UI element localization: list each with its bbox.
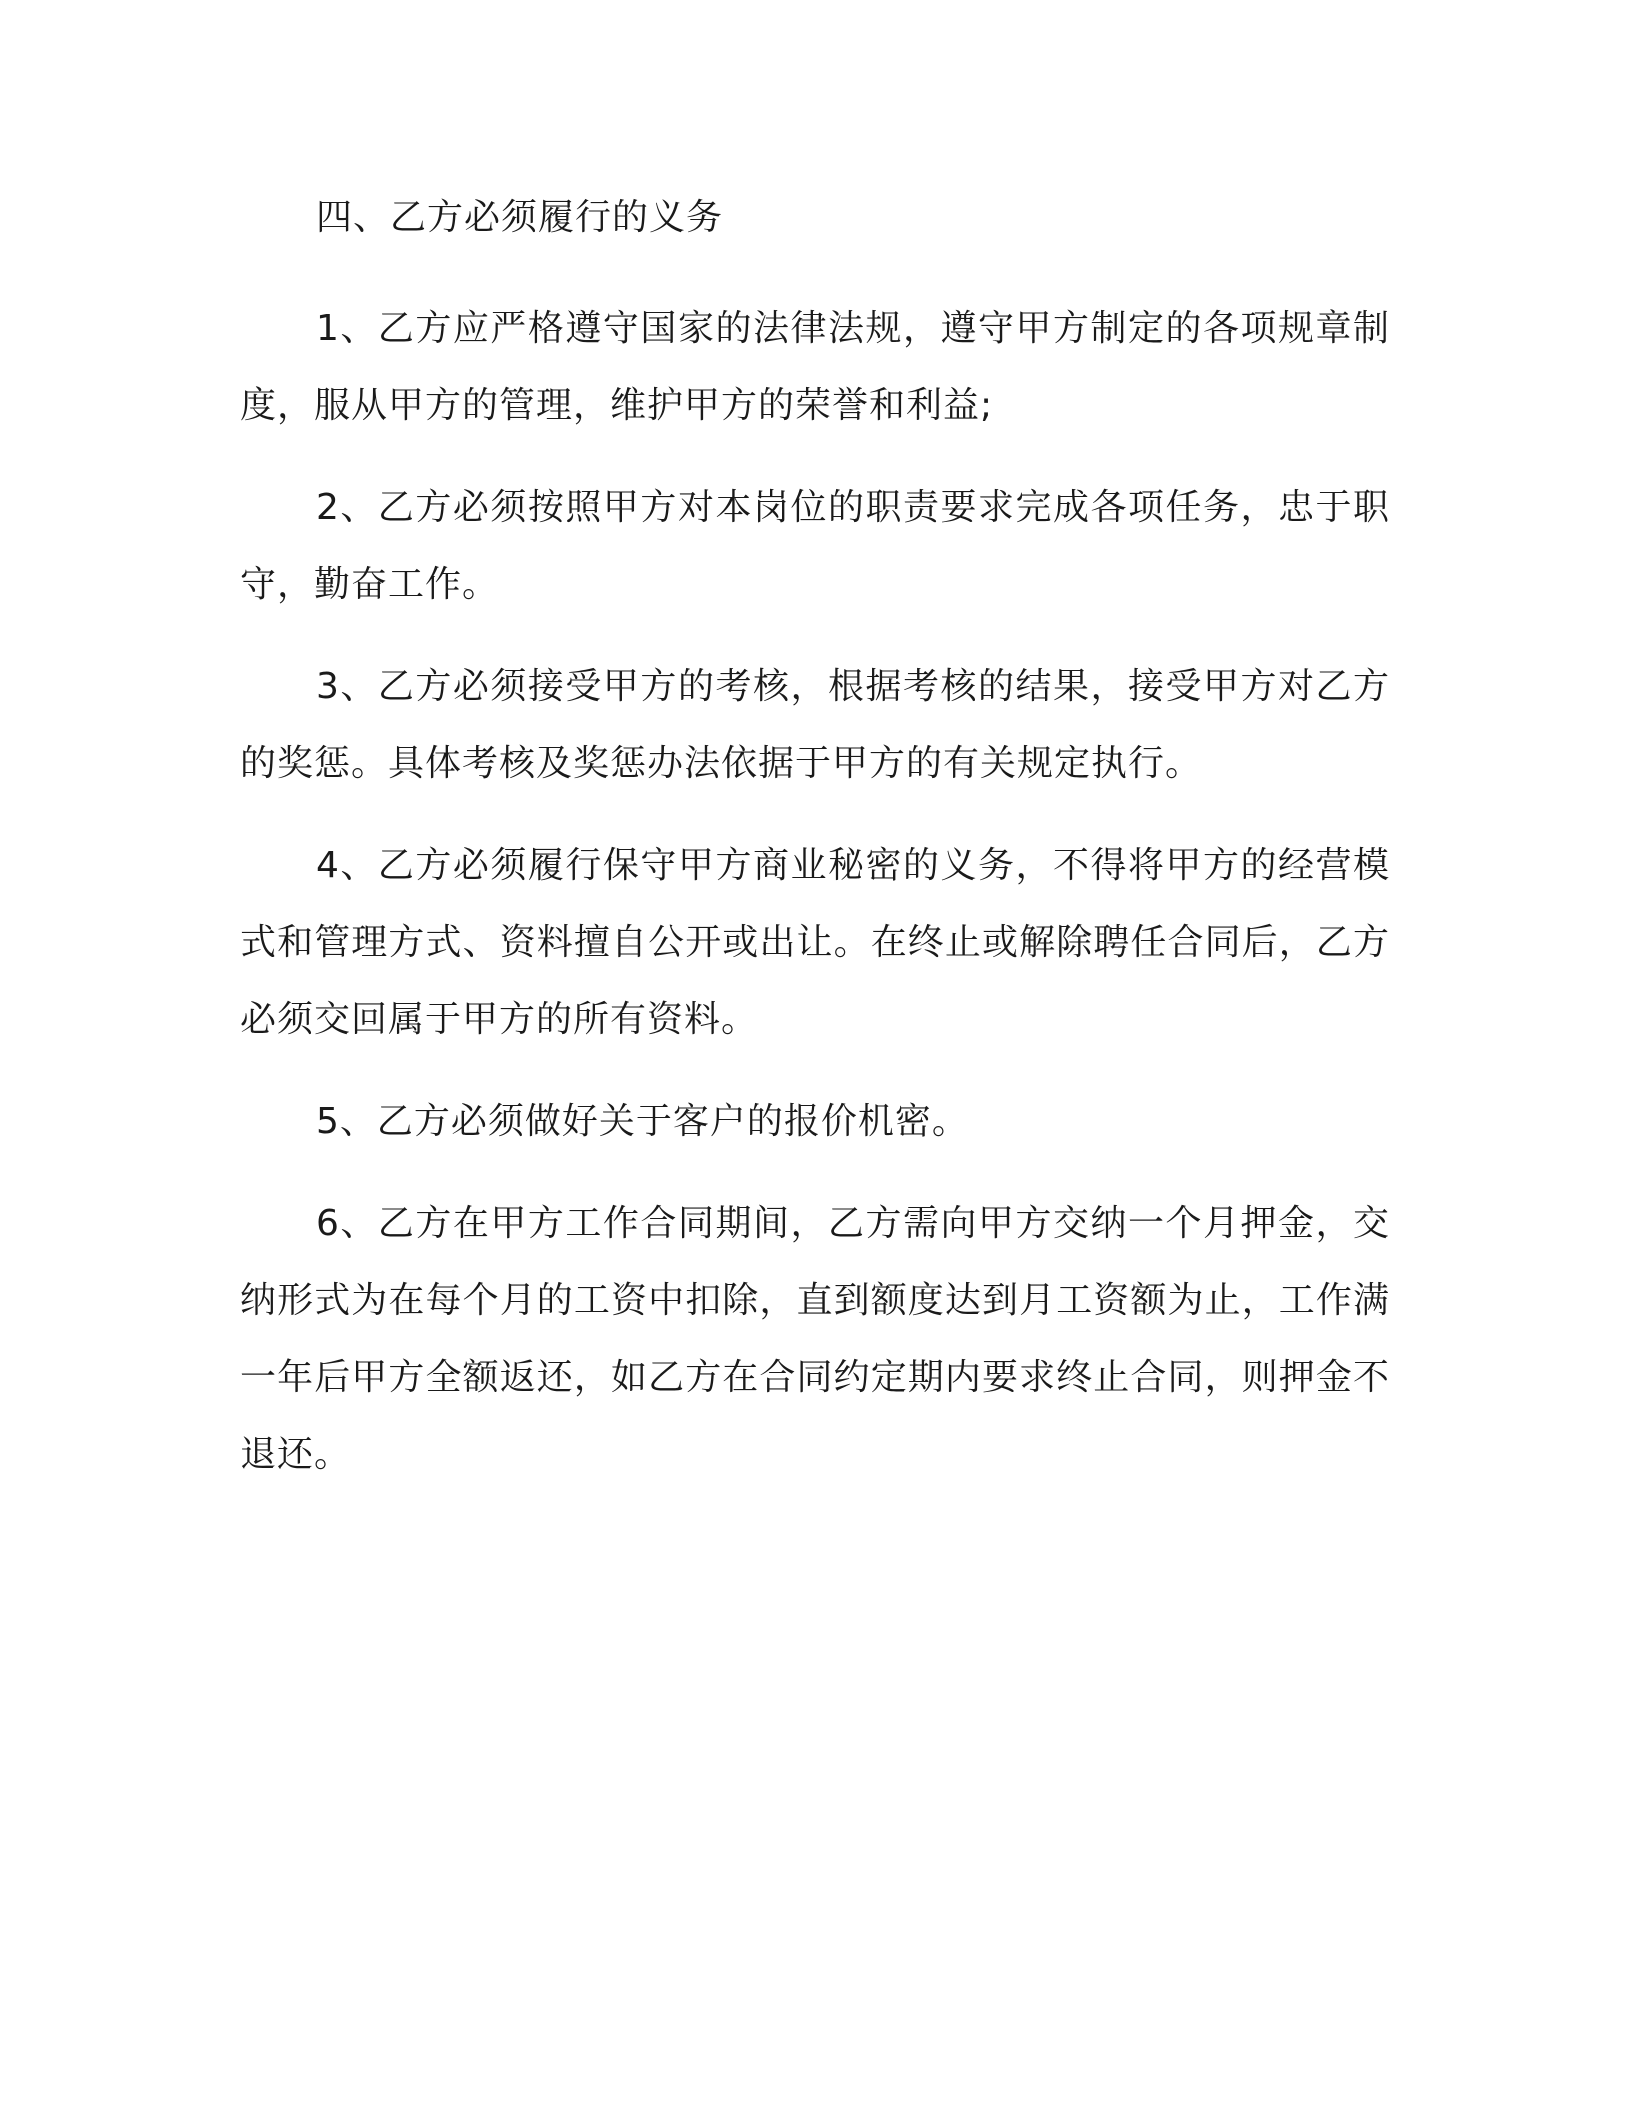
clause-2: 2、乙方必须按照甲方对本岗位的职责要求完成各项任务，忠于职守，勤奋工作。 (240, 487, 1390, 605)
clause-5: 5、乙方必须做好关于客户的报价机密。 (316, 1101, 969, 1142)
clause-4: 4、乙方必须履行保守甲方商业秘密的义务，不得将甲方的经营模式和管理方式、资料擅自公开或出让。在终止或解除聘任合同后，乙方必须交回属于甲方的所有资料。 (240, 845, 1390, 1040)
clause-6: 6、乙方在甲方工作合同期间，乙方需向甲方交纳一个月押金，交纳形式为在每个月的工资中扣除，直到额度达到月工资额为止，工作满一年后甲方全额返还，如乙方在合同约定期内要求终止合同，则押金不退还。 (240, 1203, 1390, 1475)
clause-3: 3、乙方必须接受甲方的考核，根据考核的结果，接受甲方对乙方的奖惩。具体考核及奖惩办法依据于甲方的有关规定执行。 (240, 666, 1390, 784)
clause-1: 1、乙方应严格遵守国家的法律法规，遵守甲方制定的各项规章制度，服从甲方的管理，维护甲方的荣誉和利益; (240, 308, 1390, 426)
section-heading: 四、乙方必须履行的义务 (316, 197, 724, 238)
document-body (240, 186, 1390, 1518)
